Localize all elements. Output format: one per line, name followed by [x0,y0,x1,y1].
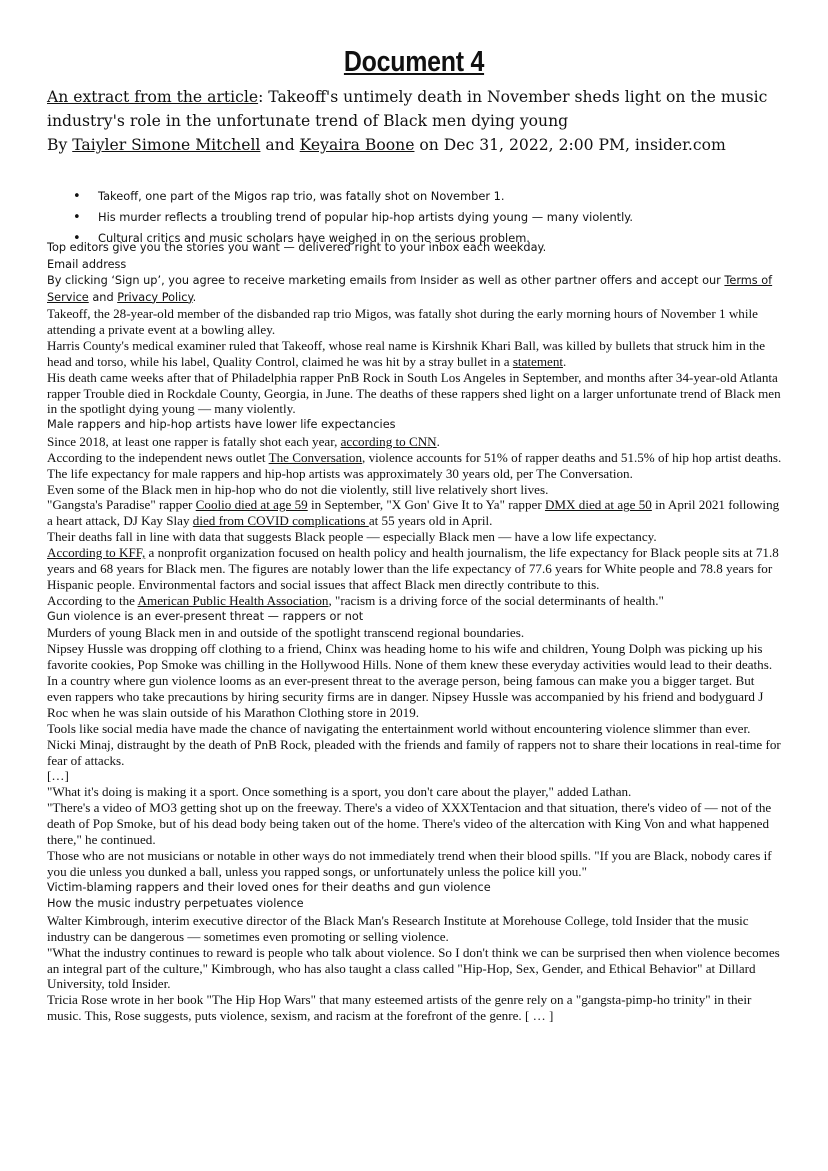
author-link-1[interactable]: Taiyler Simone Mitchell [72,136,261,154]
paragraph-text: in September, "X Gon' Give It to Ya" rapper [307,497,545,513]
section-subheading: How the music industry perpetuates violence [47,897,304,911]
paragraph: "What the industry continues to reward is people who talk about violence. So I don't think we can be surprised then when violence becomes an integral part of the culture," Kimbrough, who has also taught a class called "Hip-Hop, Sex, Gender, and Ethical Behavior" at Dillard University, told Insider. [47,944,780,992]
paragraph: "What it's doing is making it a sport. Once something is a sport, you don't care about the player," added Lathan. [47,784,632,800]
paragraph: Tools like social media have made the chance of navigating the entertainment world without encountering violence slimmer than ever. [47,720,751,736]
dmx-link[interactable]: DMX died at age 50 [544,497,652,513]
section-subheading: Victim-blaming rappers and their loved ones for their deaths and gun violence [47,880,491,894]
paragraph: "There's a video of MO3 getting shot up on the freeway. There's a video of XXXTentacion and that situation, there's video of — not of the death of Pop Smoke, but of his dead body being taken out of the home. There's video of the altercation with King Von and what happened there," he continued. [47,800,772,848]
paragraph [47,338,782,370]
paragraph-text: "Gangsta's Paradise" rapper [47,497,196,513]
kff-link[interactable]: According to KFF, [47,545,146,561]
author-link-2[interactable]: Keyaira Boone [299,136,415,154]
paragraph-text: Since 2018, at least one rapper is fatally shot each year, [47,433,341,449]
key-point: • His murder reflects a troubling trend of popular hip-hop artists dying young — many violently. [72,207,633,228]
covid-link[interactable]: died from COVID complications [192,513,369,529]
the-conversation-link[interactable]: The Conversation [268,449,363,465]
paragraph-text: According to the [47,592,138,608]
section-subheading: Male rappers and hip-hop artists have lower life expectancies [47,418,396,432]
headline-part-1: : Takeoff's untimely death in November sheds light on the music [258,88,768,106]
extract-label: An extract from the article [47,88,259,106]
paragraph-end: . [563,353,567,369]
byline-and: and [260,136,300,154]
paragraph: Nicki Minaj, distraught by the death of PnB Rock, pleaded with the friends and family of rappers not to share their locations in real-time for fear of attacks. [47,736,781,768]
paragraph: Murders of young Black men in and outside of the spotlight transcend regional boundaries. [47,625,525,641]
statement-link[interactable]: statement [512,353,564,369]
byline-by: By [47,136,73,154]
paragraph: Those who are not musicians or notable in other ways do not immediately trend when their blood spills. "If you are Black, nobody cares if you die unless you dunked a ball, unless you rapped songs, or unfortunately unless the police kill you." [47,848,772,879]
consent-period: . [192,290,197,304]
paragraph: His death came weeks after that of Philadelphia rapper PnB Rock in South Los Angeles in September, and months after 34-year-old Atlanta rapper Trouble died in Rockdale County, Georgia, in June. The deaths of these rappers shed light on a larger unfortunate trend of Black men in the spotlight dying young — many violently. [47,369,781,417]
paragraph-end: . [436,433,440,449]
article-body [47,240,782,1024]
section-subheading: Gun violence is an ever-present threat — rappers or not [47,609,364,623]
cnn-link[interactable]: according to CNN [340,433,437,449]
paragraph: Even some of the Black men in hip-hop who do not die violently, still live relatively short lives. [47,481,549,497]
consent-text: By clicking ‘Sign up’, you agree to receive marketing emails from Insider as well as other partner offers and accept our [47,274,725,287]
newsletter-consent [47,273,782,306]
paragraph: Tricia Rose wrote in her book "The Hip Hop Wars" that many esteemed artists of the genre rely on a "gangsta-pimp-ho trinity" in their music. This, Rose suggests, puts violence, sexism, and racism at the forefront of the genre. [ … ] [47,992,752,1024]
byline [47,133,787,157]
paragraph-end: , violence accounts for 51% of rapper deaths and 51.5% of hip hop artist deaths. The life expectancy for male rappers and hip-hop artists was approximately 30 years old, per The Conversation. [47,449,782,481]
consent-and: and [88,290,118,304]
privacy-policy-link[interactable]: Privacy Policy [117,290,193,304]
paragraph [47,497,782,529]
paragraph-text: a nonprofit organization focused on health policy and health journalism, the life expectancy for Black people sits at 71.8 years and 68 years for Black men. The figures are notably lower than the life expectancy of 77.6 years for White people and 78.8 years for Hispanic people. Environmental factors and social issues that affect Black men directly contribute to this. [47,545,779,592]
paragraph-text: According to the independent news outlet [47,449,269,465]
headline-line-2: industry's role in the unfortunate trend of Black men dying young [47,112,569,130]
dateline: on Dec 31, 2022, 2:00 PM, insider.com [414,136,726,154]
paragraph-text: in April 2021 following a heart attack, DJ Kay Slay [47,497,780,529]
paragraph [47,434,782,450]
omission-marker: […] [47,768,69,784]
coolio-link[interactable]: Coolio died at age 59 [195,497,308,513]
paragraph-end: , "racism is a driving force of the social determinants of health." [328,592,664,608]
paragraph [47,593,782,609]
key-point: • Cultural critics and music scholars have weighed in on the serious problem. [72,228,633,249]
paragraph: Nipsey Hussle was dropping off clothing to a friend, Chinx was heading home to his wife and children, Young Dolph was picking up his favorite cookies, Pop Smoke was chilling in the Hollywood Hills. None of them knew these everyday activities would lead to their deaths. [47,641,773,673]
document-title: Document 4 [343,46,485,78]
paragraph: Takeoff, the 28-year-old member of the disbanded rap trio Migos, was fatally shot during the early morning hours of November 1 while attending a private event at a bowling alley. [47,306,758,337]
key-point: • Takeoff, one part of the Migos rap trio, was fatally shot on November 1. [72,186,633,207]
email-address-label: Email address [47,257,127,271]
paragraph [47,450,782,482]
paragraph: Their deaths fall in line with data that suggests Black people — especially Black men — have a low life expectancy. [47,529,657,545]
apha-link[interactable]: American Public Health Association [137,592,329,608]
terms-of-service-link[interactable]: Terms of Service [47,274,773,304]
paragraph: Walter Kimbrough, interim executive director of the Black Man's Research Institute at Morehouse College, told Insider that the music industry can be dangerous — sometimes even promoting or selling violence. [47,912,749,944]
newsletter-promo: Top editors give you the stories you want — delivered right to your inbox each weekday. [47,241,547,254]
paragraph [47,545,782,593]
paragraph-end: at 55 years old in April. [368,513,493,529]
paragraph: In a country where gun violence looms as an ever-present threat to the average person, being famous can make you a bigger target. But even rappers who take precautions by hiring security firms are in danger. Nipsey Hussle was accompanied by his friend and bodyguard J Roc when he was slain outside of his Marathon Clothing store in 2019. [47,673,764,720]
headline-line-1 [47,85,787,109]
article-header [47,85,787,157]
paragraph-text: Harris County's medical examiner ruled that Takeoff, whose real name is Kirshnik Khari Ball, was killed by bullets that struck him in the head and torso, while his label, Quality Control, claimed he was hit by a stray bullet in a [47,337,766,369]
